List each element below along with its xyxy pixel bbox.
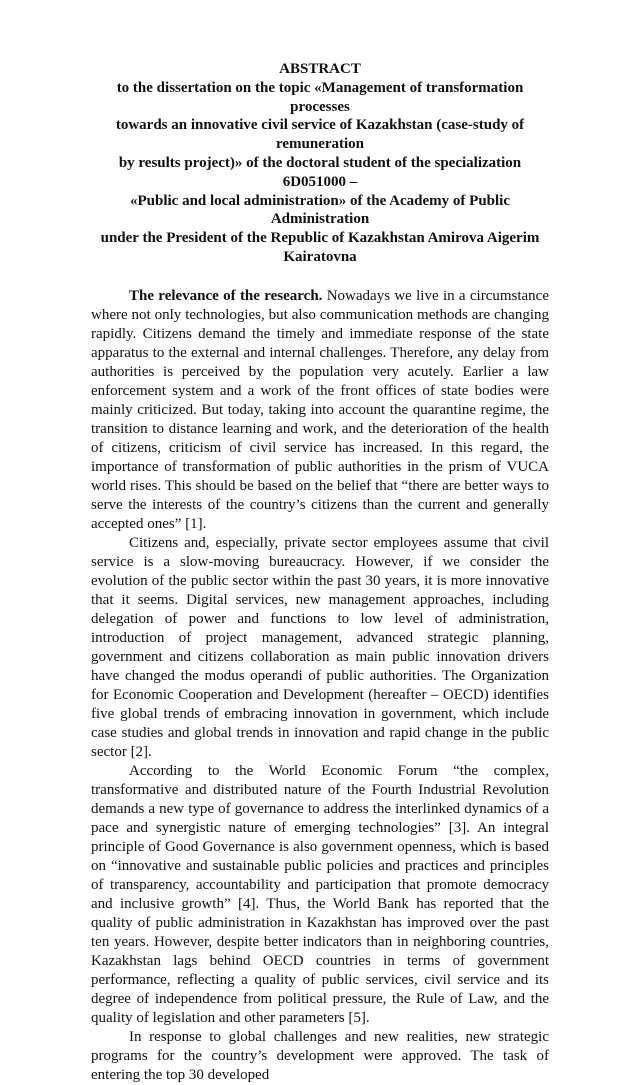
heading-line-4: «Public and local administration» of the Academy of Public Administration bbox=[129, 192, 510, 228]
paragraph-bureaucracy bbox=[91, 534, 549, 762]
heading-line-6: Kairatovna bbox=[283, 248, 357, 265]
document-page bbox=[91, 60, 549, 1085]
heading-line-5: under the President of the Republic of Kazakhstan Amirova Aigerim bbox=[100, 230, 540, 247]
heading-line-2: towards an innovative civil service of Kazakhstan (case-study of remuneration bbox=[115, 117, 525, 153]
paragraph-strategic-programs bbox=[91, 1028, 549, 1085]
heading-line-1: to the dissertation on the topic «Management of transformation processes bbox=[116, 79, 524, 115]
document-body bbox=[91, 287, 549, 1085]
section-lead-relevance: The relevance of the research. bbox=[129, 287, 323, 304]
heading-line-3: by results project)» of the doctoral student of the specialization 6D051000 – bbox=[118, 154, 522, 190]
paragraph-text: In response to global challenges and new realities, new strategic programs for the country’s development were approved. The task of entering the top 30 developed bbox=[91, 1028, 549, 1083]
paragraph-text: According to the World Economic Forum “the complex, transformative and distributed nature of the Fourth Industrial Revolution demands a new type of governance to address the interlinked dynamics of a pace and synergistic nature of emerging technologies” [3]. An integral principle of Good Governance is also government openness, which is based on “innovative and sustainable public policies and practices and principles of transparency, accountability and participation that promote democracy and inclusive growth” [4]. Thus, the World Bank has reported that the quality of public administration in Kazakhstan has improved over the past ten years. However, despite better indicators than in neighboring countries, Kazakhstan lags behind OECD countries in terms of government performance, reflecting a quality of public services, civil service and its degree of independence from political pressure, the Rule of Law, and the quality of legislation and other parameters [5]. bbox=[91, 762, 549, 1026]
document-heading bbox=[87, 60, 553, 267]
paragraph-text: Citizens and, especially, private sector employees assume that civil service is a slow-moving bureaucracy. However, if we consider the evolution of the public sector within the past 30 years, it is more innovative that it seems. Digital services, new management approaches, including delegation of power and functions to low level of administration, introduction of project management, advanced strategic planning, government and citizens collaboration as main public innovation drivers have changed the modus operandi of public authorities. The Organization for Economic Cooperation and Development (hereafter – OECD) identifies five global trends of embracing innovation in government, which include case studies and global trends in innovation and rapid change in the public sector [2]. bbox=[91, 534, 549, 760]
paragraph-world-economic-forum bbox=[91, 762, 549, 1028]
paragraph-relevance bbox=[91, 287, 549, 534]
abstract-title: ABSTRACT bbox=[279, 61, 361, 77]
paragraph-text: Nowadays we live in a circumstance where not only technologies, but also communication methods are changing rapidly. Citizens demand the timely and immediate response of the state apparatus to the external and internal challenges. Therefore, any delay from authorities is perceived by the population very acutely. Earlier a law enforcement system and a work of the front offices of state bodies were mainly criticized. But today, taking into account the quarantine regime, the transition to distance learning and work, and the deterioration of the health of citizens, criticism of civil service has increased. In this regard, the importance of transformation of public authorities in the prism of VUCA world rises. This should be based on the belief that “there are better ways to serve the interests of the country’s citizens than the current and generally accepted ones” [1]. bbox=[91, 287, 549, 532]
